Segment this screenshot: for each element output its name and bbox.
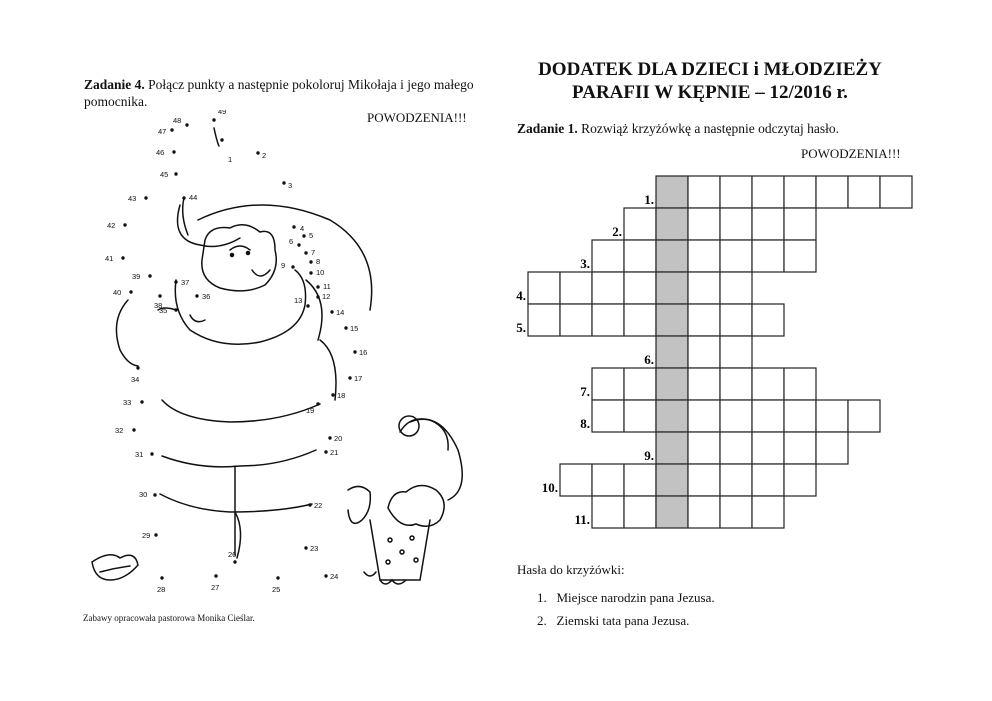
dot-3 xyxy=(282,181,285,184)
dot-label-29: 29 xyxy=(142,531,151,540)
cell-r11-c4[interactable] xyxy=(624,496,656,528)
dot-label-34: 34 xyxy=(131,375,140,384)
dot-18 xyxy=(331,393,334,396)
dot-8 xyxy=(309,260,312,263)
dot-6 xyxy=(297,243,300,246)
dot-45 xyxy=(174,172,177,175)
dot-label-42: 42 xyxy=(107,221,116,230)
dot-7 xyxy=(304,251,307,254)
clue-2 xyxy=(537,613,715,629)
dot-34 xyxy=(136,366,139,369)
cell-r11-c8[interactable] xyxy=(752,496,784,528)
cell-r6-c6[interactable] xyxy=(688,336,720,368)
cell-r3-c4[interactable] xyxy=(624,240,656,272)
cell-r5-c7[interactable] xyxy=(720,304,752,336)
cell-r9-c5[interactable] xyxy=(656,432,688,464)
task-4-heading xyxy=(84,76,484,110)
dot-label-9: 9 xyxy=(281,261,286,270)
dot-label-12: 12 xyxy=(322,292,331,301)
cell-r11-c5[interactable] xyxy=(656,496,688,528)
cell-r5-c4[interactable] xyxy=(624,304,656,336)
dot-2 xyxy=(256,151,259,154)
dot-label-26: 26 xyxy=(228,550,237,559)
title-line-1: DODATEK DLA DZIECI i MŁODZIEŻY xyxy=(538,59,882,80)
cell-r1-c5[interactable] xyxy=(656,176,688,208)
cell-r3-c3[interactable] xyxy=(592,240,624,272)
cell-r8-c8[interactable] xyxy=(752,400,784,432)
dot-label-31: 31 xyxy=(135,450,144,459)
task-4-text: Połącz punkty a następnie pokoloruj Mikołaja i jego małego pomocnika. xyxy=(84,77,474,109)
cell-r10-c6[interactable] xyxy=(688,464,720,496)
cell-r7-c3[interactable] xyxy=(592,368,624,400)
cell-r7-c6[interactable] xyxy=(688,368,720,400)
dot-label-28: 28 xyxy=(157,585,166,594)
cell-r8-c4[interactable] xyxy=(624,400,656,432)
dot-label-3: 3 xyxy=(288,181,293,190)
row-number-8: 8. xyxy=(580,416,590,431)
dot-label-5: 5 xyxy=(309,231,314,240)
dot-1 xyxy=(220,138,223,141)
cell-r3-c9[interactable] xyxy=(784,240,816,272)
cell-r10-c3[interactable] xyxy=(592,464,624,496)
dot-28 xyxy=(160,576,163,579)
dot-label-45: 45 xyxy=(160,170,169,179)
dot-label-2: 2 xyxy=(262,151,267,160)
dot-29 xyxy=(154,533,157,536)
cell-r4-c7[interactable] xyxy=(720,272,752,304)
task-4-label: Zadanie 4. xyxy=(84,77,145,92)
dot-5 xyxy=(302,234,305,237)
dot-12 xyxy=(316,295,319,298)
dot-48 xyxy=(185,123,188,126)
cell-r8-c7[interactable] xyxy=(720,400,752,432)
cell-r1-c10[interactable] xyxy=(816,176,848,208)
page-title xyxy=(510,58,910,104)
row-number-9: 9. xyxy=(644,448,654,463)
dot-14 xyxy=(330,310,333,313)
dot-24 xyxy=(324,574,327,577)
dot-label-35: 35 xyxy=(159,306,168,315)
cell-r5-c6[interactable] xyxy=(688,304,720,336)
task-1-heading xyxy=(517,121,839,137)
title-line-2: PARAFII W KĘPNIE – 12/2016 r. xyxy=(572,82,848,103)
cell-r2-c4[interactable] xyxy=(624,208,656,240)
cell-r8-c11[interactable] xyxy=(848,400,880,432)
good-luck-left: POWODZENIA!!! xyxy=(367,110,467,125)
dot-label-39: 39 xyxy=(132,272,141,281)
cell-r1-c11[interactable] xyxy=(848,176,880,208)
dot-46 xyxy=(172,150,175,153)
dot-4 xyxy=(292,225,295,228)
dot-label-19: 19 xyxy=(306,406,315,415)
dot-label-23: 23 xyxy=(310,544,319,553)
row-number-7: 7. xyxy=(580,384,590,399)
cell-r1-c8[interactable] xyxy=(752,176,784,208)
dot-15 xyxy=(344,326,347,329)
clue-1-number: 1. xyxy=(537,590,547,605)
dot-label-33: 33 xyxy=(123,398,132,407)
cell-r10-c5[interactable] xyxy=(656,464,688,496)
cell-r10-c9[interactable] xyxy=(784,464,816,496)
cell-r4-c6[interactable] xyxy=(688,272,720,304)
clues-section xyxy=(517,562,715,629)
dot-label-4: 4 xyxy=(300,224,305,233)
dot-20 xyxy=(328,436,331,439)
dot-label-38: 38 xyxy=(154,301,163,310)
cell-r10-c8[interactable] xyxy=(752,464,784,496)
row-number-5: 5. xyxy=(516,320,526,335)
dot-label-48: 48 xyxy=(173,116,182,125)
dot-label-10: 10 xyxy=(316,268,325,277)
cell-r2-c6[interactable] xyxy=(688,208,720,240)
cell-r9-c7[interactable] xyxy=(720,432,752,464)
dot-label-18: 18 xyxy=(337,391,346,400)
cell-r1-c7[interactable] xyxy=(720,176,752,208)
dot-41 xyxy=(121,256,124,259)
cell-r9-c10[interactable] xyxy=(816,432,848,464)
cell-r7-c7[interactable] xyxy=(720,368,752,400)
dot-label-6: 6 xyxy=(289,237,294,246)
dot-label-15: 15 xyxy=(350,324,359,333)
cell-r8-c10[interactable] xyxy=(816,400,848,432)
dot-label-25: 25 xyxy=(272,585,281,594)
cell-r4-c4[interactable] xyxy=(624,272,656,304)
dot-42 xyxy=(123,223,126,226)
cell-r8-c5[interactable] xyxy=(656,400,688,432)
dot-label-17: 17 xyxy=(354,374,363,383)
dot-label-16: 16 xyxy=(359,348,368,357)
dot-points xyxy=(105,110,367,594)
cell-r4-c5[interactable] xyxy=(656,272,688,304)
cell-r8-c6[interactable] xyxy=(688,400,720,432)
dot-label-8: 8 xyxy=(316,257,321,266)
dot-31 xyxy=(150,452,153,455)
cell-r3-c5[interactable] xyxy=(656,240,688,272)
dot-10 xyxy=(309,271,312,274)
dot-label-13: 13 xyxy=(294,296,303,305)
cell-r2-c9[interactable] xyxy=(784,208,816,240)
cell-r9-c6[interactable] xyxy=(688,432,720,464)
task-1-label: Zadanie 1. xyxy=(517,121,578,136)
cell-r8-c3[interactable] xyxy=(592,400,624,432)
cell-r7-c4[interactable] xyxy=(624,368,656,400)
cell-r8-c9[interactable] xyxy=(784,400,816,432)
cell-r3-c7[interactable] xyxy=(720,240,752,272)
dot-47 xyxy=(170,128,173,131)
dot-label-30: 30 xyxy=(139,490,148,499)
cell-r10-c4[interactable] xyxy=(624,464,656,496)
dot-label-1: 1 xyxy=(228,155,233,164)
dot-44 xyxy=(182,196,185,199)
clue-1 xyxy=(537,590,715,606)
cell-r10-c7[interactable] xyxy=(720,464,752,496)
dot-16 xyxy=(353,350,356,353)
dot-label-44: 44 xyxy=(189,193,198,202)
dot-label-22: 22 xyxy=(314,501,323,510)
cell-r6-c7[interactable] xyxy=(720,336,752,368)
dot-43 xyxy=(144,196,147,199)
cell-r5-c1[interactable] xyxy=(528,304,560,336)
cell-r5-c3[interactable] xyxy=(592,304,624,336)
dot-22 xyxy=(308,503,311,506)
dot-label-20: 20 xyxy=(334,434,343,443)
dot-9 xyxy=(291,265,294,268)
cell-r11-c6[interactable] xyxy=(688,496,720,528)
dot-32 xyxy=(132,428,135,431)
cell-r5-c8[interactable] xyxy=(752,304,784,336)
dot-label-24: 24 xyxy=(330,572,339,581)
row-number-6: 6. xyxy=(644,352,654,367)
clue-1-text: Miejsce narodzin pana Jezusa. xyxy=(556,590,715,605)
cell-r3-c8[interactable] xyxy=(752,240,784,272)
dot-label-37: 37 xyxy=(181,278,190,287)
row-number-4: 4. xyxy=(516,288,526,303)
dot-label-32: 32 xyxy=(115,426,124,435)
row-number-2: 2. xyxy=(612,224,622,239)
row-number-10: 10. xyxy=(541,480,558,495)
cell-r6-c5[interactable] xyxy=(656,336,688,368)
cell-r11-c7[interactable] xyxy=(720,496,752,528)
dot-21 xyxy=(324,450,327,453)
cell-r7-c8[interactable] xyxy=(752,368,784,400)
cell-r1-c6[interactable] xyxy=(688,176,720,208)
dot-25 xyxy=(276,576,279,579)
dot-26 xyxy=(233,560,236,563)
clue-2-text: Ziemski tata pana Jezusa. xyxy=(556,613,690,628)
dot-label-7: 7 xyxy=(311,248,316,257)
dot-label-40: 40 xyxy=(113,288,122,297)
cell-r3-c6[interactable] xyxy=(688,240,720,272)
dot-label-49: 49 xyxy=(218,110,227,116)
cell-r7-c9[interactable] xyxy=(784,368,816,400)
cell-r10-c2[interactable] xyxy=(560,464,592,496)
dot-36 xyxy=(195,294,198,297)
dot-30 xyxy=(153,493,156,496)
dot-38 xyxy=(158,294,161,297)
dot-13 xyxy=(306,304,309,307)
crossword-grid[interactable] xyxy=(510,170,920,540)
cell-r5-c2[interactable] xyxy=(560,304,592,336)
dot-27 xyxy=(214,574,217,577)
dot-label-47: 47 xyxy=(158,127,167,136)
cell-r4-c2[interactable] xyxy=(560,272,592,304)
dot-label-43: 43 xyxy=(128,194,137,203)
cell-r7-c5[interactable] xyxy=(656,368,688,400)
dot-11 xyxy=(316,285,319,288)
dot-23 xyxy=(304,546,307,549)
row-number-1: 1. xyxy=(644,192,654,207)
dot-17 xyxy=(348,376,351,379)
dot-label-27: 27 xyxy=(211,583,220,592)
dot-49 xyxy=(212,118,215,121)
footer-credit: Zabawy opracowała pastorowa Monika Cieślar. xyxy=(83,613,255,623)
cell-r2-c7[interactable] xyxy=(720,208,752,240)
dot-39 xyxy=(148,274,151,277)
cell-r5-c5[interactable] xyxy=(656,304,688,336)
cell-r11-c3[interactable] xyxy=(592,496,624,528)
dot-to-dot-santa xyxy=(80,110,500,610)
cell-r1-c9[interactable] xyxy=(784,176,816,208)
cell-r4-c1[interactable] xyxy=(528,272,560,304)
row-number-11: 11. xyxy=(574,512,590,527)
dot-label-36: 36 xyxy=(202,292,211,301)
dot-label-21: 21 xyxy=(330,448,339,457)
dot-19 xyxy=(316,402,319,405)
cell-r1-c12[interactable] xyxy=(880,176,912,208)
clues-heading: Hasła do krzyżówki: xyxy=(517,562,625,577)
dot-33 xyxy=(140,400,143,403)
dot-label-14: 14 xyxy=(336,308,345,317)
dot-35 xyxy=(174,308,177,311)
task-1-text: Rozwiąż krzyżówkę a następnie odczytaj hasło. xyxy=(581,121,840,136)
cell-r9-c9[interactable] xyxy=(784,432,816,464)
cell-r9-c8[interactable] xyxy=(752,432,784,464)
cell-r4-c3[interactable] xyxy=(592,272,624,304)
good-luck-right: POWODZENIA!!! xyxy=(801,146,901,161)
row-number-3: 3. xyxy=(580,256,590,271)
dot-40 xyxy=(129,290,132,293)
dot-37 xyxy=(174,280,177,283)
cell-r2-c8[interactable] xyxy=(752,208,784,240)
dot-label-41: 41 xyxy=(105,254,114,263)
clue-2-number: 2. xyxy=(537,613,547,628)
dot-label-11: 11 xyxy=(323,282,331,291)
cell-r2-c5[interactable] xyxy=(656,208,688,240)
dot-label-46: 46 xyxy=(156,148,165,157)
